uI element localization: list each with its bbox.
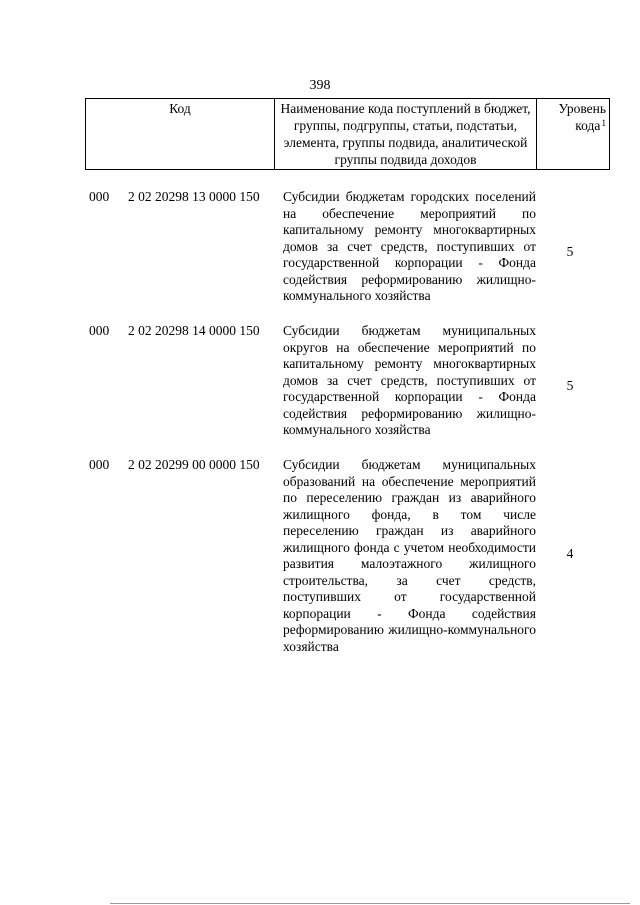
admin-code: 000 — [89, 457, 110, 472]
revenue-description: Субсидии бюджетам городских поселений на обеспечение мероприятий по капитальному ремонту многоквартирных домов за счет средств, поступивших от государственной корпорации - Фонда содействия реформированию жилищно-коммунального хозяйства — [283, 189, 536, 303]
revenue-code: 2 02 20298 13 0000 150 — [128, 189, 260, 204]
header-level-footnote: 1 — [601, 118, 606, 128]
header-level-line2: кода — [575, 118, 601, 133]
table-header — [85, 98, 610, 170]
code-level: 5 — [566, 378, 574, 393]
admin-code: 000 — [89, 323, 110, 338]
scan-edge-line — [110, 903, 630, 904]
revenue-description: Субсидии бюджетам муниципальных округов на обеспечение мероприятий по капитальному ремонту многоквартирных домов за счет средств, поступивших от государственной корпорации - Фонда содействия реформированию жилищно-коммунального хозяйства — [283, 323, 536, 437]
header-name: Наименование кода поступлений в бюджет, группы, подгруппы, статьи, подстатьи, элемента, группы подвида, аналитической группы подвида доходов — [275, 99, 537, 170]
revenue-code: 2 02 20299 00 0000 150 — [128, 457, 260, 472]
admin-code: 000 — [89, 189, 110, 204]
revenue-description: Субсидии бюджетам муниципальных образований на обеспечение мероприятий по переселению граждан из аварийного жилищного фонда, в том числе переселению граждан из аварийного жилищного фонда с учетом необходимости развития малоэтажного жилищного строительства, за счет средств, поступивших от государственной корпорации - Фонда содействия реформированию жилищно-коммунального хозяйства — [283, 457, 536, 654]
code-level: 4 — [566, 546, 574, 561]
page-number: 398 — [309, 78, 331, 93]
header-code: Код — [86, 99, 275, 170]
header-level — [537, 99, 610, 170]
header-level-line1: Уровень — [558, 101, 606, 116]
revenue-code: 2 02 20298 14 0000 150 — [128, 323, 260, 338]
code-level: 5 — [566, 244, 574, 259]
